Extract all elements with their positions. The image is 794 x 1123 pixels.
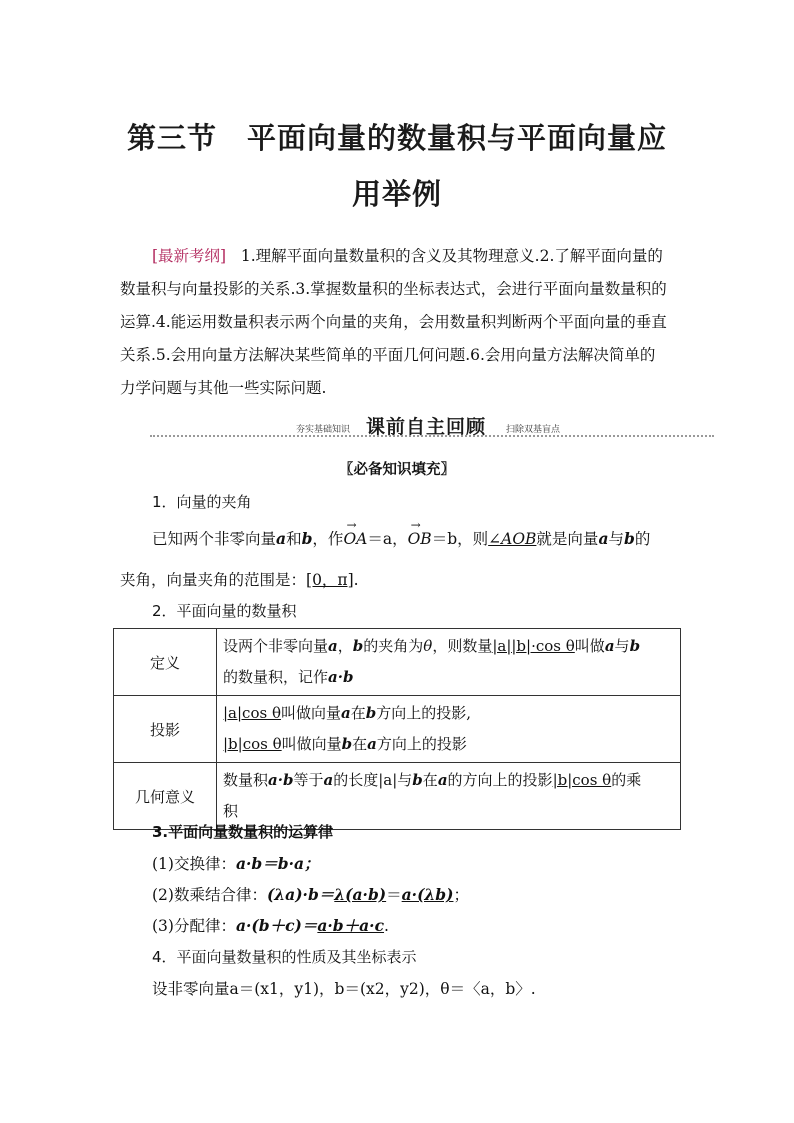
- text: .: [353, 571, 359, 589]
- text: 和: [286, 530, 302, 548]
- text: 方向上的投影,: [376, 704, 472, 722]
- vec-a: a: [367, 735, 377, 753]
- s2-heading: 2．平面向量的数量积: [152, 602, 297, 620]
- text: ＝b，则: [431, 530, 489, 548]
- table-row-definition: [114, 629, 681, 696]
- vec-b: b: [412, 771, 423, 789]
- text: (3)分配律：: [152, 917, 236, 935]
- vec-b: b: [629, 637, 641, 655]
- text: ＝a，: [367, 530, 408, 548]
- formula: a·(b＋c)＝: [235, 916, 318, 935]
- text: 等于: [293, 771, 324, 789]
- outline-line-3: 运算.4.能运用数量积表示两个向量的夹角，会用数量积判断两个平面向量的垂直: [120, 313, 667, 331]
- row-key: 投影: [114, 696, 217, 763]
- text: (2)数乘结合律：: [152, 886, 267, 904]
- text: 的乘: [611, 771, 642, 789]
- theta: θ: [423, 637, 433, 655]
- text: 方向上的投影: [376, 735, 467, 753]
- fill-blank: λ(a·b): [334, 885, 387, 904]
- s3-rule-3: [152, 914, 389, 936]
- banner-left-text: 夯实基础知识: [296, 425, 351, 435]
- row-key: 几何意义: [114, 763, 217, 830]
- norm-a: |a|: [378, 771, 398, 789]
- text: 夹角，向量夹角的范围是：: [120, 571, 307, 589]
- vec-b: b: [624, 529, 635, 548]
- text: ，作: [312, 530, 344, 548]
- text: 就是向量: [536, 530, 599, 548]
- outline-line-2: 数量积与向量投影的关系.3.掌握数量积的坐标表达式，会进行平面向量数量积的: [120, 280, 667, 298]
- banner-dotted-rule: [150, 435, 714, 437]
- notation: a·b: [268, 771, 294, 789]
- s3-rule-1: [152, 852, 320, 874]
- outline-text-1: 1.理解平面向量数量积的含义及其物理意义.2.了解平面向量的: [240, 247, 663, 265]
- fill-blank: |a|cos θ: [223, 704, 281, 722]
- text: 与: [608, 530, 624, 548]
- text: 的: [634, 530, 651, 548]
- row-content: 设两个非零向量a，b的夹角为θ，则数量|a||b|·cos θ叫做a与b 的数量积，记作a·b: [217, 629, 681, 696]
- dot-product-table: [113, 628, 681, 830]
- outline-line-1: [152, 240, 663, 273]
- text: 与: [397, 771, 413, 789]
- text: ，则数量: [432, 637, 493, 655]
- s1-line-2: [120, 568, 359, 590]
- s4-heading: 4．平面向量数量积的性质及其坐标表示: [152, 948, 417, 966]
- text: 的数量积，记作: [223, 668, 329, 686]
- text: 在: [352, 735, 368, 753]
- s3-rule-2: [152, 883, 469, 905]
- vec-a: a: [598, 529, 609, 548]
- text: .: [384, 917, 389, 935]
- table-row-projection: [114, 696, 681, 763]
- vector-OB: → OB: [408, 530, 432, 548]
- notation: a·b: [328, 668, 354, 686]
- vector-OA: → OA: [343, 530, 367, 548]
- vec-a: a: [328, 637, 338, 655]
- text: 叫做: [574, 637, 605, 655]
- text: 设两个非零向量: [223, 637, 329, 655]
- fill-blank: |b|cos θ: [223, 735, 282, 753]
- text: 已知两个非零向量: [152, 530, 277, 548]
- text: 叫做向量: [280, 704, 341, 722]
- angle-AOB: ∠AOB: [488, 530, 537, 548]
- text: 与: [614, 637, 630, 655]
- text: 在: [422, 771, 438, 789]
- vec-b: b: [301, 529, 313, 548]
- angle-range-fill: [0，π]: [306, 571, 354, 589]
- text: 的长度: [333, 771, 379, 789]
- text: 数量积: [223, 771, 269, 789]
- vec-a: a: [276, 529, 287, 548]
- fill-blank: |a||b|·cos θ: [492, 637, 575, 655]
- text: 的夹角为: [363, 637, 424, 655]
- vec-a: a: [323, 771, 334, 789]
- outline-tag: [最新考纲]: [152, 247, 227, 265]
- vec-a: a: [341, 704, 351, 722]
- outline-line-5: 力学问题与其他一些实际问题.: [120, 379, 327, 397]
- text: ＝: [386, 886, 402, 904]
- fill-blank: |b|cos θ: [552, 771, 612, 789]
- section-label: 〖必备知识填充〗: [339, 462, 455, 478]
- vec-b: b: [341, 735, 353, 753]
- page-title-line2: 用举例: [351, 177, 442, 211]
- s3-heading: 3.平面向量数量积的运算律: [152, 823, 334, 841]
- vec-a: a: [437, 771, 448, 789]
- fill-blank: a·(λb): [401, 885, 454, 904]
- s4-text: 设非零向量a＝(x1，y1)，b＝(x2，y2)，θ＝〈a，b〉.: [152, 980, 536, 998]
- row-content: [217, 763, 681, 830]
- vec-b: b: [352, 637, 364, 655]
- text: 积: [223, 802, 239, 820]
- vec-b: b: [365, 704, 377, 722]
- text: 叫做向量: [281, 735, 342, 753]
- s1-line-1: [152, 527, 650, 549]
- s1-heading: 1．向量的夹角: [152, 493, 252, 511]
- row-key: 定义: [114, 629, 217, 696]
- row-content: [217, 696, 681, 763]
- vec-a: a: [604, 637, 615, 655]
- text: (1)交换律：: [152, 855, 236, 873]
- formula: (λa)·b＝: [266, 885, 335, 904]
- section-banner: [150, 410, 714, 440]
- text: 的方向上的投影: [447, 771, 553, 789]
- fill-blank: a·b＋a·c: [317, 916, 385, 935]
- page-title: 第三节 平面向量的数量积与平面向量应: [126, 121, 667, 155]
- table-row-geometric-meaning: [114, 763, 681, 830]
- outline-line-4: 关系.5.会用向量方法解决某些简单的平面几何问题.6.会用向量方法解决简单的: [120, 346, 656, 364]
- text: 在: [350, 704, 366, 722]
- banner-title: 课前自主回顾: [366, 416, 487, 438]
- formula: a·b＝b·a；: [235, 854, 320, 873]
- text: ；: [453, 886, 469, 904]
- banner-right-text: 扫除双基盲点: [506, 425, 561, 435]
